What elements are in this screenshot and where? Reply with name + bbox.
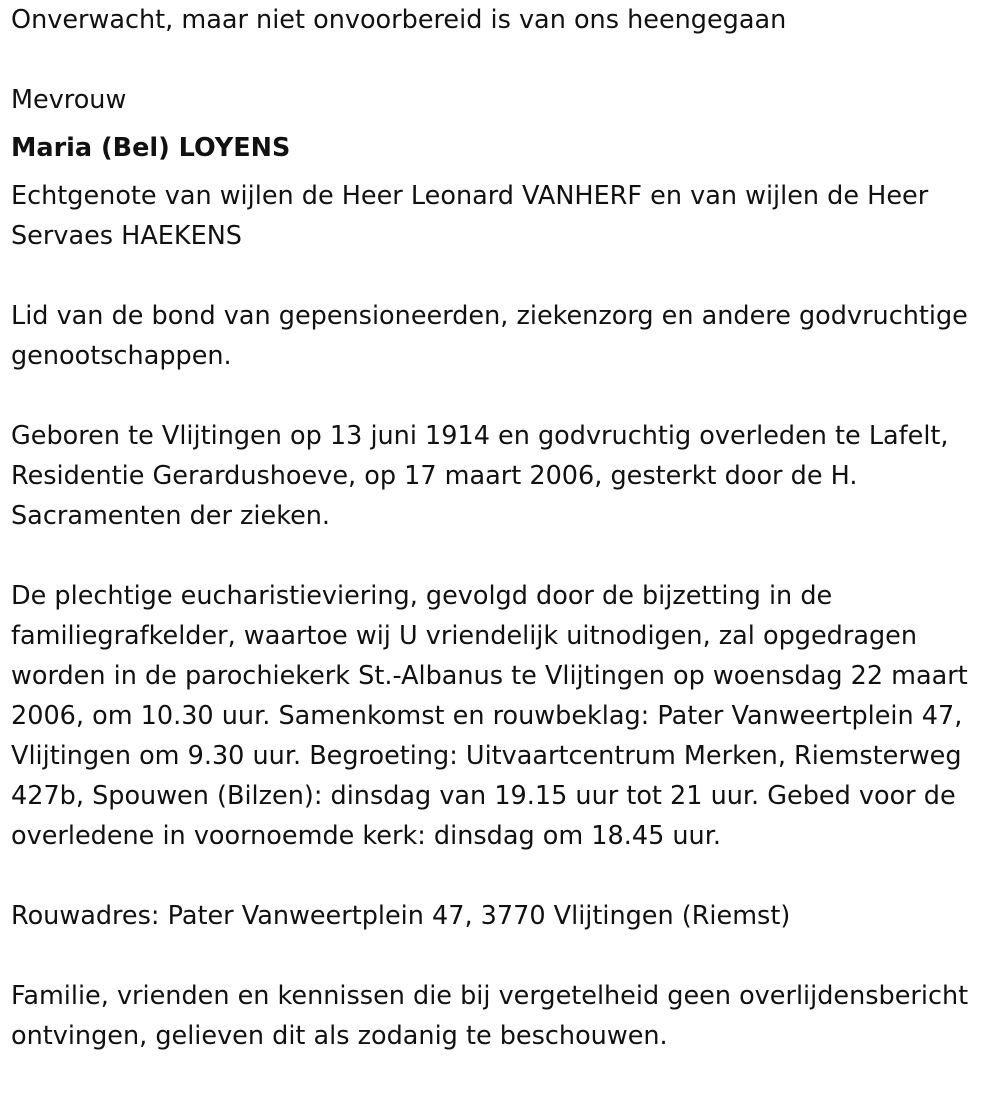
spouse-line: Echtgenote van wijlen de Heer Leonard VANHERF en van wijlen de Heer Servaes HAEKENS [11,181,929,251]
membership-text: Lid van de bond van gepensioneerden, ziekenzorg en andere godvruchtige genootschappen. [11,301,968,371]
obituary-notice [11,0,991,1056]
deceased-name: Maria (Bel) LOYENS [11,133,291,163]
salutation: Mevrouw [11,85,127,115]
mourning-address: Rouwadres: Pater Vanweertplein 47, 3770 Vlijtingen (Riemst) [11,901,791,931]
birth-death-text: Geboren te Vlijtingen op 13 juni 1914 en godvruchtig overleden te Lafelt, Residentie Gerardushoeve, op 17 maart 2006, gesterkt door de H. Sacramenten der zieken. [11,421,949,531]
ceremony-text: De plechtige eucharistieviering, gevolgd door de bijzetting in de familiegrafkelder, waartoe wij U vriendelijk uitnodigen, zal opgedragen worden in de parochiekerk St.-Albanus te Vlijtingen op woensdag 22 maart 2006, om 10.30 uur. Samenkomst en rouwbeklag: Pater Vanweertplein 47, Vlijtingen om 9.30 uur. Begroeting: Uitvaartcentrum Merken, Riemsterweg 427b, Spouwen (Bilzen): dinsdag van 19.15 uur tot 21 uur. Gebed voor de overledene in voornoemde kerk: dinsdag om 18.45 uur. [11,581,968,851]
closing-note: Familie, vrienden en kennissen die bij vergetelheid geen overlijdensbericht ontvingen, gelieven dit als zodanig te beschouwen. [11,981,969,1051]
intro-line: Onverwacht, maar niet onvoorbereid is van ons heengegaan [11,5,787,35]
